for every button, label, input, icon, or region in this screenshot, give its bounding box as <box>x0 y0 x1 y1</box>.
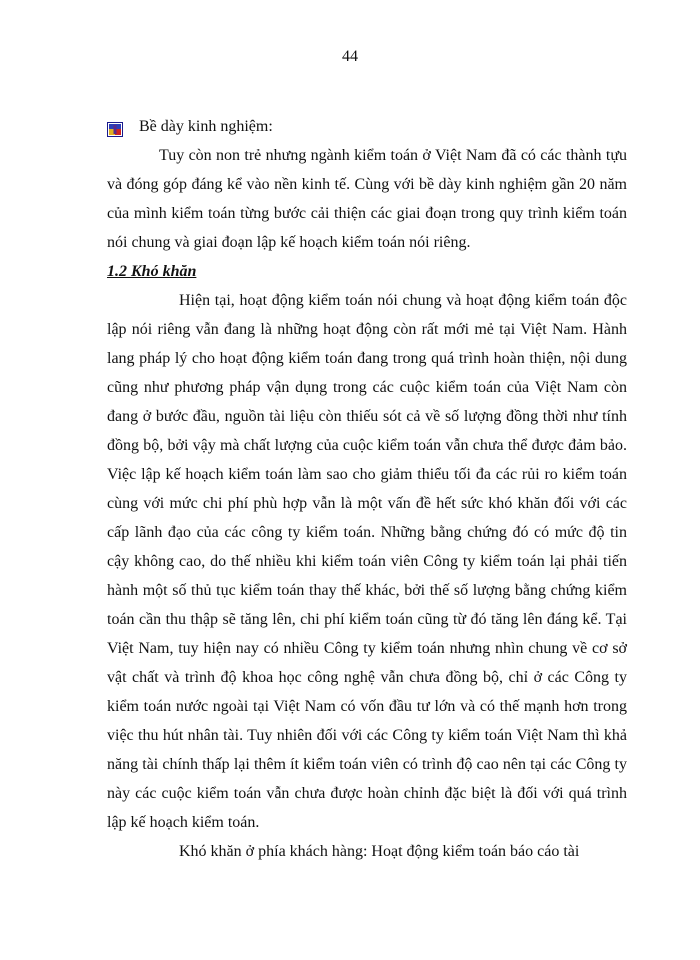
paragraph-difficulties: Hiện tại, hoạt động kiểm toán nói chung và hoạt động kiểm toán độc lập nói riêng vẫn đang là những hoạt động còn rất mới mẻ tại Việt Nam. Hành lang pháp lý cho hoạt động kiểm toán đang trong quá trình hoàn thiện, nội dung cũng như phương pháp vận dụng trong các cuộc kiểm toán của Việt Nam còn đang ở bước đầu, nguồn tài liệu còn thiếu sót cả về số lượng đồng thời như tính đồng bộ, bởi vậy mà chất lượng của cuộc kiểm toán vẫn chưa thể được đảm bảo. Việc lập kế hoạch kiểm toán làm sao cho giảm thiểu tối đa các rủi ro kiểm toán cùng với mức chi phí phù hợp vẫn là một vấn đề hết sức khó khăn đối với các cấp lãnh đạo của các công ty kiểm toán. Những bằng chứng đó có mức độ tin cậy không cao, do thế nhiều khi kiểm toán viên Công ty kiểm toán lại phải tiến hành một số thủ tục kiểm toán thay thế khác, bởi thế số lượng bằng chứng kiểm toán cần thu thập sẽ tăng lên, chi phí kiểm toán cũng từ đó tăng lên đáng kể. Tại Việt Nam, tuy hiện nay có nhiều Công ty kiểm toán nhưng nhìn chung về cơ sở vật chất và trình độ khoa học công nghệ vẫn chưa đồng bộ, chỉ ở các Công ty kiểm toán nước ngoài tại Việt Nam có vốn đầu tư lớn và có thế mạnh hơn trong việc thu hút nhân tài. Tuy nhiên đối với các Công ty kiểm toán Việt Nam thì khả năng tài chính thấp lại thêm ít kiểm toán viên có trình độ cao nên tại các Công ty này các cuộc kiểm toán vẫn chưa được hoàn chỉnh đặc biệt là đối với quá trình lập kế hoạch kiểm toán. <box>107 292 627 831</box>
paragraph-client-side: Khó khăn ở phía khách hàng: Hoạt động kiểm toán báo cáo tài <box>179 843 580 860</box>
page-content <box>107 112 627 866</box>
bullet-label: Bề dày kinh nghiệm: <box>139 118 273 135</box>
paragraph-experience: Tuy còn non trẻ nhưng ngành kiểm toán ở Việt Nam đã có các thành tựu và đóng góp đáng kể vào nền kinh tế. Cùng với bề dày kinh nghiệm gần 20 năm của mình kiểm toán từng bước cải thiện các giai đoạn trong quy trình kiểm toán nói chung và giai đoạn lập kế hoạch kiểm toán nói riêng. <box>107 147 627 251</box>
bullet-line <box>107 112 627 141</box>
section-heading: 1.2 Khó khăn <box>107 263 197 280</box>
bullet-square-icon <box>107 118 123 133</box>
page-number: 44 <box>342 48 358 65</box>
